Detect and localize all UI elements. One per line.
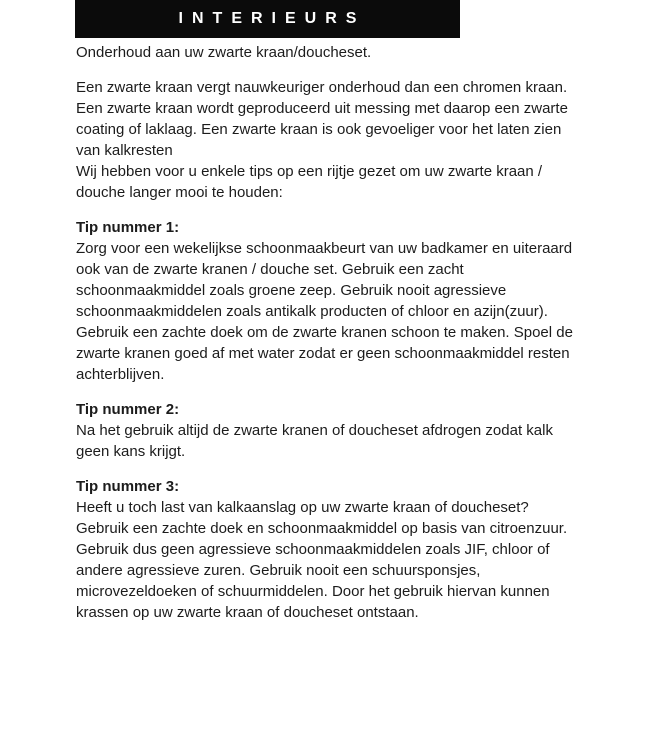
- intro-paragraph: Een zwarte kraan vergt nauwkeuriger onderhoud dan een chromen kraan. Een zwarte kraan wordt geproduceerd uit messing met daarop een zwarte coating of laklaag. Een zwarte kraan is ook gevoeliger voor het laten zien van kalkresten: [76, 79, 568, 159]
- tip-heading: Tip nummer 3:: [76, 478, 180, 495]
- tip-paragraph: Na het gebruik altijd de zwarte kranen of doucheset afdrogen zodat kalk geen kans krijgt.: [76, 422, 553, 460]
- brand-banner: [75, 0, 460, 38]
- tip-section-1: [76, 217, 578, 385]
- tip-paragraph: Heeft u toch last van kalkaanslag op uw zwarte kraan of doucheset? Gebruik een zachte doek en schoonmaakmiddel op basis van citroenzuur. Gebruik dus geen agressieve schoonmaakmiddelen zoals JIF, chloor of andere agressieve zuren. Gebruik nooit een schuursponsjes, microvezeldoeken of schuurmiddelen. Door het gebruik hiervan kunnen krassen op uw zwarte kraan of doucheset ontstaan.: [76, 499, 568, 621]
- tip-paragraph: Gebruik een zachte doek om de zwarte kranen schoon te maken. Spoel de zwarte kranen goed af met water zodat er geen schoonmaakmiddel resten achterblijven.: [76, 324, 573, 383]
- article-title: Onderhoud aan uw zwarte kraan/doucheset.: [76, 44, 372, 61]
- intro-paragraph-2: Wij hebben voor u enkele tips op een rijtje gezet om uw zwarte kraan / douche langer mooi te houden:: [76, 163, 543, 201]
- intro-section: [76, 77, 578, 203]
- tip-heading: Tip nummer 2:: [76, 401, 180, 418]
- brand-logo: INTERIEURS: [178, 10, 366, 27]
- article: [76, 38, 578, 623]
- tip-section-3: [76, 476, 578, 623]
- tip-paragraph: Zorg voor een wekelijkse schoonmaakbeurt van uw badkamer en uiteraard ook van de zwarte kranen / douche set. Gebruik een zacht schoonmaakmiddel zoals groene zeep. Gebruik nooit agressieve schoonmaakmiddelen zoals antikalk producten of chloor en azijn(zuur).: [76, 240, 573, 320]
- tip-heading: Tip nummer 1:: [76, 219, 180, 236]
- tip-section-2: [76, 399, 578, 462]
